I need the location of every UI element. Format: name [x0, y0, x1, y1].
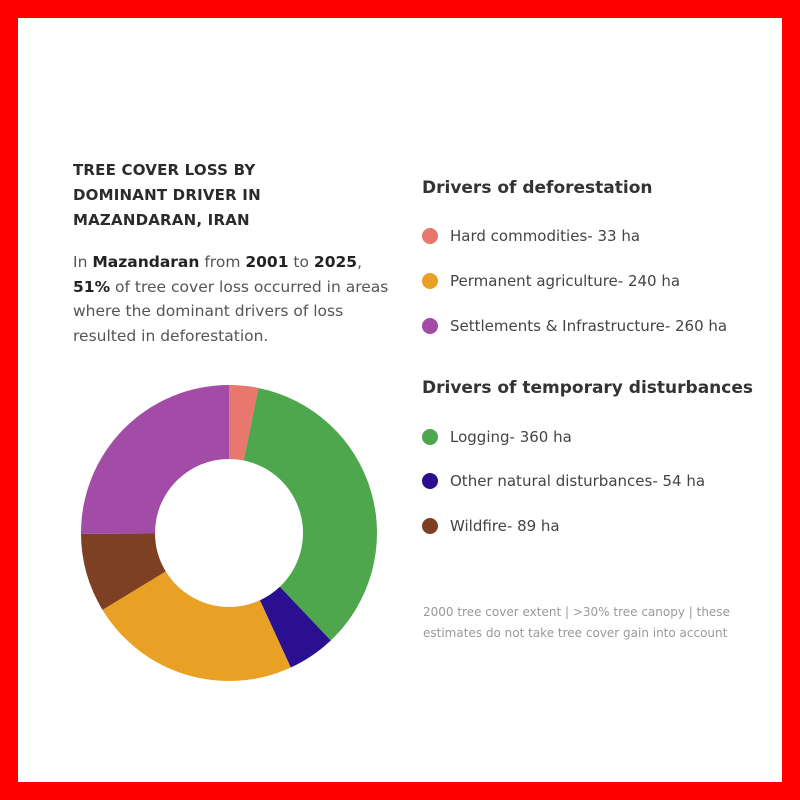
donut-slice-settlements-infrastructure [81, 385, 229, 534]
title-line-2: DOMINANT DRIVER IN [73, 186, 261, 204]
chart-title [73, 158, 303, 233]
legend-dot [422, 273, 438, 289]
legend-item-hard-commodities: Hard commodities - 33 ha [422, 225, 640, 247]
title-line-1: TREE COVER LOSS BY [73, 161, 256, 179]
legend-dot [422, 473, 438, 489]
donut-chart [76, 380, 382, 686]
legend-item-other-natural-disturbances: Other natural disturbances - 54 ha [422, 470, 705, 492]
title-line-3: MAZANDARAN, IRAN [73, 211, 250, 229]
footnote: 2000 tree cover extent | >30% tree canopy | these estimates do not take tree cover gain into account [423, 605, 730, 640]
legend-item-settlements-infrastructure: Settlements & Infrastructure - 260 ha [422, 315, 727, 337]
legend-heading-deforestation: Drivers of deforestation [422, 178, 653, 198]
legend-item-wildfire: Wildfire - 89 ha [422, 515, 560, 537]
legend-dot [422, 518, 438, 534]
legend-dot [422, 429, 438, 445]
legend-item-logging: Logging - 360 ha [422, 426, 572, 448]
legend-heading-temporary-disturbances: Drivers of temporary disturbances [422, 378, 754, 398]
legend-dot [422, 318, 438, 334]
legend-dot [422, 228, 438, 244]
summary-text: In Mazandaran from 2001 to 2025, 51% of tree cover loss occurred in areas where the dominant drivers of loss resulted in deforestation. [73, 253, 389, 345]
chart-card [18, 18, 782, 782]
summary-region: Mazandaran [92, 253, 200, 271]
summary-end-year: 2025 [313, 253, 358, 271]
summary-percent: 51% [73, 277, 111, 296]
legend-item-permanent-agriculture: Permanent agriculture - 240 ha [422, 270, 680, 292]
summary-start-year: 2001 [245, 253, 289, 271]
